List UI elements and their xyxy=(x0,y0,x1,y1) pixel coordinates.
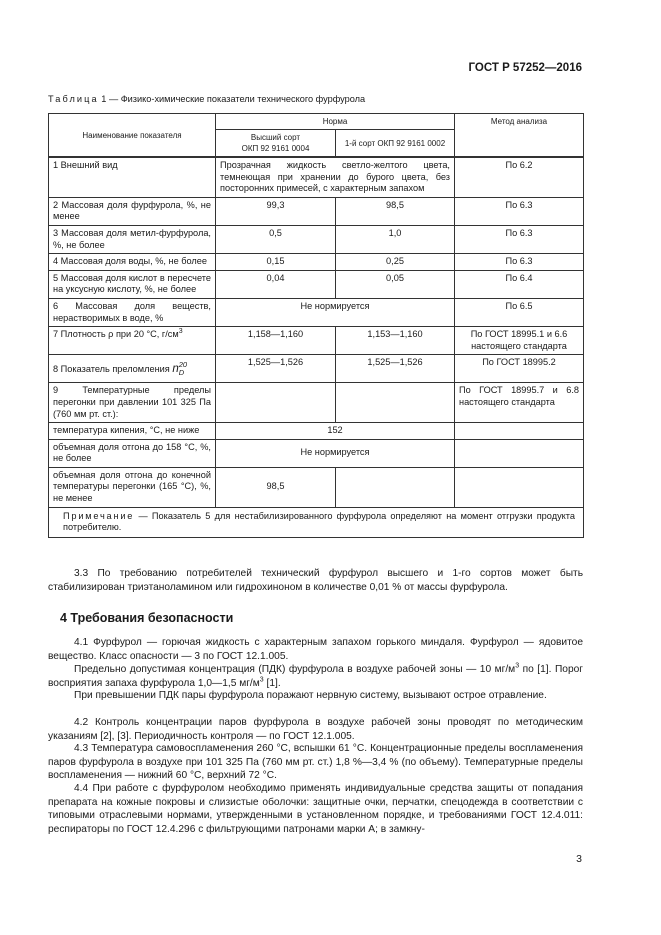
row-name: 6 Массовая доля веществ, нерастворимых в воде, % xyxy=(49,298,216,326)
row-v2 xyxy=(336,383,455,423)
properties-table xyxy=(48,113,584,538)
paragraph-3-3: 3.3 По требованию потребителей технический фурфурол высшего и 1-го сортов может быть стабилизирован триэтаноламином или гидрохиноном в количестве 0,01 % от массы фурфурола. xyxy=(48,568,583,593)
row-method: По 6.4 xyxy=(455,270,584,298)
table-note: Примечание — Показатель 5 для нестабилизированного фурфурола определяют на момент отгрузки продукта потребителю. xyxy=(49,507,584,537)
row-v1: 0,04 xyxy=(216,270,336,298)
section-4-title: 4 Требования безопасности xyxy=(60,611,234,625)
row-name: объемная доля отгона до конечной температуры перегонки (165 °С), %, не менее xyxy=(49,467,216,507)
row-method: По 6.3 xyxy=(455,197,584,225)
paragraph-4-1-poisoning: При превышении ПДК пары фурфурола поражают нервную систему, вызывают острое отравление. xyxy=(74,690,547,701)
row-v1: 0,15 xyxy=(216,254,336,271)
table-row xyxy=(49,423,584,440)
row-v1 xyxy=(216,383,336,423)
row-name: температура кипения, °С, не ниже xyxy=(49,423,216,440)
row-merged: Не нормируется xyxy=(216,298,455,326)
row-v1: 1,158—1,160 xyxy=(216,327,336,355)
row-method: По 6.3 xyxy=(455,254,584,271)
table-row xyxy=(49,298,584,326)
table-row xyxy=(49,254,584,271)
row-method xyxy=(455,423,584,440)
table-row xyxy=(49,197,584,225)
row-name: 5 Массовая доля кислот в пересчете на уксусную кислоту, %, не более xyxy=(49,270,216,298)
table-note-row xyxy=(49,507,584,537)
row-v2: 0,05 xyxy=(336,270,455,298)
paragraph-4-4: 4.4 При работе с фурфуролом необходимо применять индивидуальные средства защиты от попадания препарата на кожные покровы и слизистые оболочки: защитные очки, перчатки, спецодежда в соответствии с типовыми отраслевыми нормами, утвержденными в установленном порядке, и требованиями ГОСТ 12.4.011: респираторы по ГОСТ 12.4.296 с фильтрующими патронами марки А; в замкну- xyxy=(48,783,583,835)
row-name: 2 Массовая доля фурфурола, %, не менее xyxy=(49,197,216,225)
page-number: 3 xyxy=(576,853,582,865)
table-row xyxy=(49,225,584,253)
head-grade2: 1-й сорт ОКП 92 9161 0002 xyxy=(336,130,455,158)
paragraph-4-1: 4.1 Фурфурол — горючая жидкость с характерным запахом горького миндаля. Фурфурол — ядовитое вещество. Класс опасности — 3 по ГОСТ 12.1.005. xyxy=(48,637,583,662)
row-method: По 6.3 xyxy=(455,225,584,253)
row-v1: 98,5 xyxy=(216,467,336,507)
head-norm: Норма xyxy=(216,114,455,130)
table-caption: Таблица 1 — Физико-химические показатели технического фурфурола xyxy=(48,94,366,104)
paragraph-4-2: 4.2 Контроль концентрации паров фурфурола в воздухе рабочей зоны проводят по методическим указаниям [2], [3]. Периодичность контроля — по ГОСТ 12.1.005. xyxy=(48,717,583,742)
row-name: 1 Внешний вид xyxy=(49,157,216,197)
row-name: 8 Показатель преломления n 20 D xyxy=(49,355,216,383)
row-name: 3 Массовая доля метил-фурфурола, %, не более xyxy=(49,225,216,253)
row-v1: 1,525—1,526 xyxy=(216,355,336,383)
table-head-row xyxy=(49,114,584,130)
row-v2 xyxy=(336,467,455,507)
row-merged: 152 xyxy=(216,423,455,440)
row-method: По ГОСТ 18995.7 и 6.8 настоящего стандарта xyxy=(455,383,584,423)
row-v2: 1,525—1,526 xyxy=(336,355,455,383)
row-name: 4 Массовая доля воды, %, не более xyxy=(49,254,216,271)
table-row xyxy=(49,355,584,383)
head-grade1: Высший сорт ОКП 92 9161 0004 xyxy=(216,130,336,158)
row-method: По ГОСТ 18995.2 xyxy=(455,355,584,383)
row-name: 7 Плотность ρ при 20 °С, $г/см^3$ xyxy=(49,327,216,355)
table-row xyxy=(49,327,584,355)
row-merged: Прозрачная жидкость светло-желтого цвета, темнеющая при хранении до бурого цвета, без посторонних примесей, с характерным запахом xyxy=(216,157,455,197)
refractive-index-symbol: n 20 D xyxy=(172,359,188,377)
row-method: По 6.5 xyxy=(455,298,584,326)
paragraph-4-1-pdk: Предельно допустимая концентрация (ПДК) фурфурола в воздухе рабочей зоны — 10 $мг/м^3$ по [1]. Порог восприятия запаха фурфурола 1,0—1,5 $мг/м^3$ [1]. xyxy=(48,662,584,689)
row-method: По ГОСТ 18995.1 и 6.6 настоящего стандарта xyxy=(455,327,584,355)
row-v2: 98,5 xyxy=(336,197,455,225)
document-header: ГОСТ Р 57252—2016 xyxy=(468,62,582,74)
table-row xyxy=(49,467,584,507)
table-row xyxy=(49,383,584,423)
row-v1: 99,3 xyxy=(216,197,336,225)
row-method: По 6.2 xyxy=(455,157,584,197)
row-method xyxy=(455,467,584,507)
row-v2: 1,153—1,160 xyxy=(336,327,455,355)
table-row xyxy=(49,270,584,298)
table-row xyxy=(49,439,584,467)
head-name: Наименование показателя xyxy=(49,114,216,158)
row-v2: 1,0 xyxy=(336,225,455,253)
row-v2: 0,25 xyxy=(336,254,455,271)
row-merged: Не нормируется xyxy=(216,439,455,467)
row-name: 9 Температурные пределы перегонки при давлении 101 325 Па (760 мм рт. ст.): xyxy=(49,383,216,423)
paragraph-4-3: 4.3 Температура самовоспламенения 260 °С, вспышки 61 °С. Концентрационные пределы воспламенения паров фурфурола в воздухе при 101 325 Па (760 мм рт. ст.) 1,8 %—3,4 % (по объему). Температурные пределы воспламенения — нижний 60 °С, верхний 72 °С. xyxy=(48,743,583,781)
head-method: Метод анализа xyxy=(455,114,584,158)
row-name: объемная доля отгона до 158 °С, %, не более xyxy=(49,439,216,467)
row-v1: 0,5 xyxy=(216,225,336,253)
table-row xyxy=(49,157,584,197)
row-method xyxy=(455,439,584,467)
